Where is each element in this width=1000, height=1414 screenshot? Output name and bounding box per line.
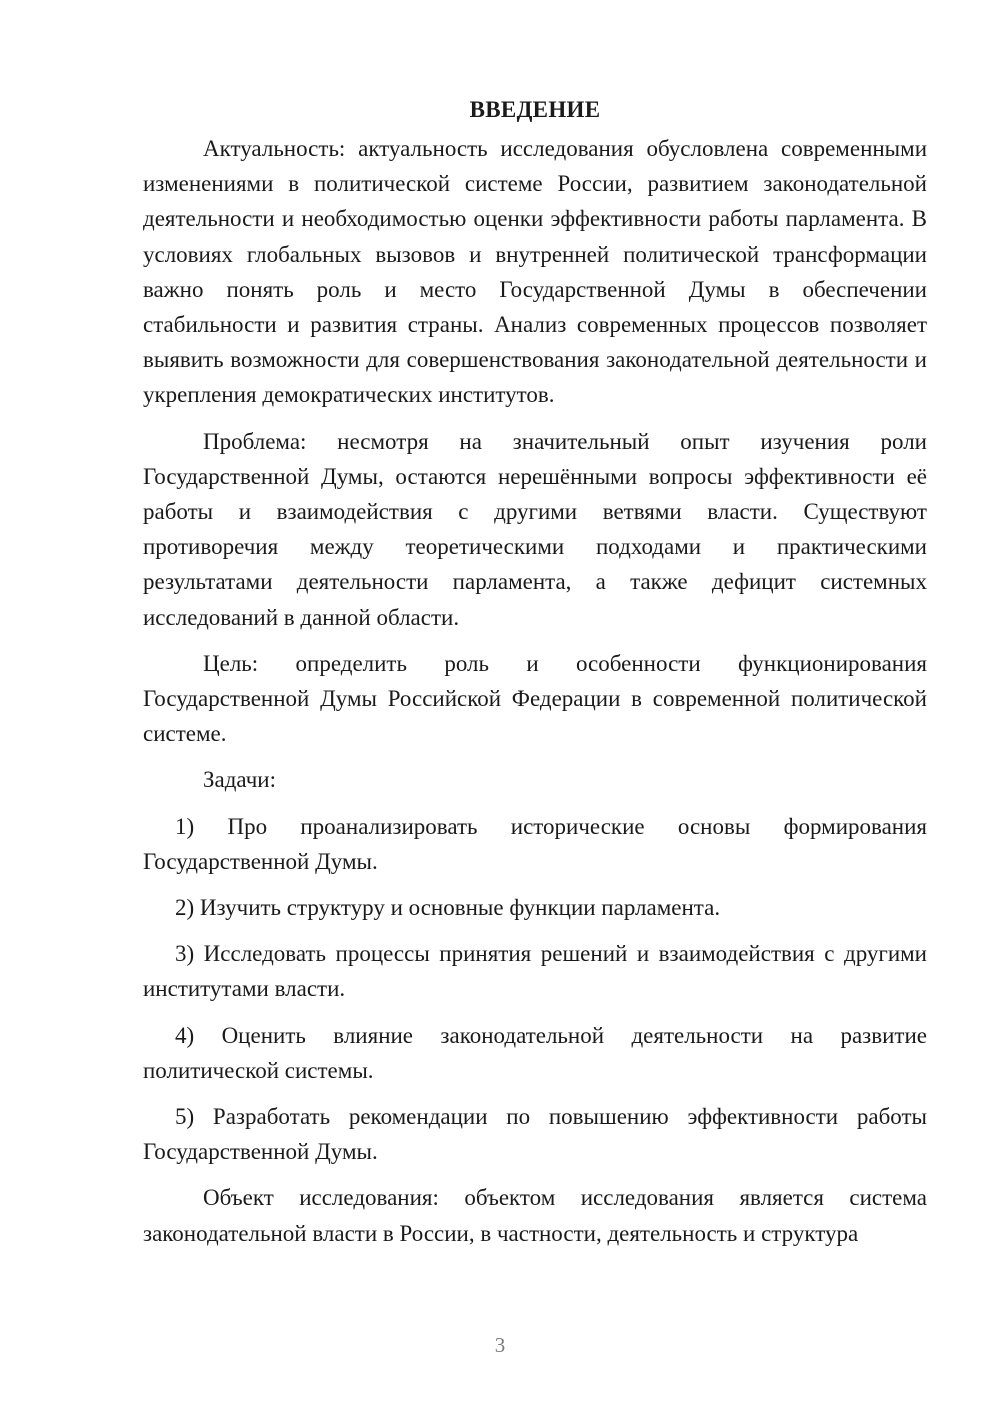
task-item-3: 3) Исследовать процессы принятия решений и взаимодействия с другими институтами власти. [143, 941, 927, 1002]
paragraph-goal: Цель: определить роль и особенности функционирования Государственной Думы Российской Федерации в современной политической системе. [143, 650, 927, 747]
task-item-1: 1) Про проанализировать исторические основы формирования Государственной Думы. [143, 813, 927, 874]
task-item-2: 2) Изучить структуру и основные функции парламента. [175, 895, 721, 921]
paragraph-object: Объект исследования: объектом исследования является система законодательной власти в России, в частности, деятельность и структура [143, 1185, 927, 1246]
paragraph-problem: Проблема: несмотря на значительный опыт изучения роли Государственной Думы, остаются нерешёнными вопросы эффективности её работы и взаимодействия с другими ветвями власти. Существуют противоречия между теоретическими подходами и практическими результатами деятельности парламента, а также дефицит системных исследований в данной области. [143, 428, 927, 630]
paragraph-tasks-label: Задачи: [203, 767, 276, 793]
paragraph-relevance: Актуальность: актуальность исследования обусловлена современными изменениями в политической системе России, развитием законодательной деятельности и необходимостью оценки эффективности работы парламента. В условиях глобальных вызовов и внутренней политической трансформации важно понять роль и место Государственной Думы в обеспечении стабильности и развития страны. Анализ современных процессов позволяет выявить возможности для совершенствования законодательной деятельности и укрепления демократических институтов. [143, 136, 927, 408]
page-number: 3 [494, 1333, 506, 1357]
section-heading: ВВЕДЕНИЕ [469, 97, 601, 122]
task-item-5: 5) Разработать рекомендации по повышению эффективности работы Государственной Думы. [143, 1104, 927, 1165]
document-page [143, 92, 927, 1262]
task-item-4: 4) Оценить влияние законодательной деятельности на развитие политической системы. [143, 1022, 927, 1083]
